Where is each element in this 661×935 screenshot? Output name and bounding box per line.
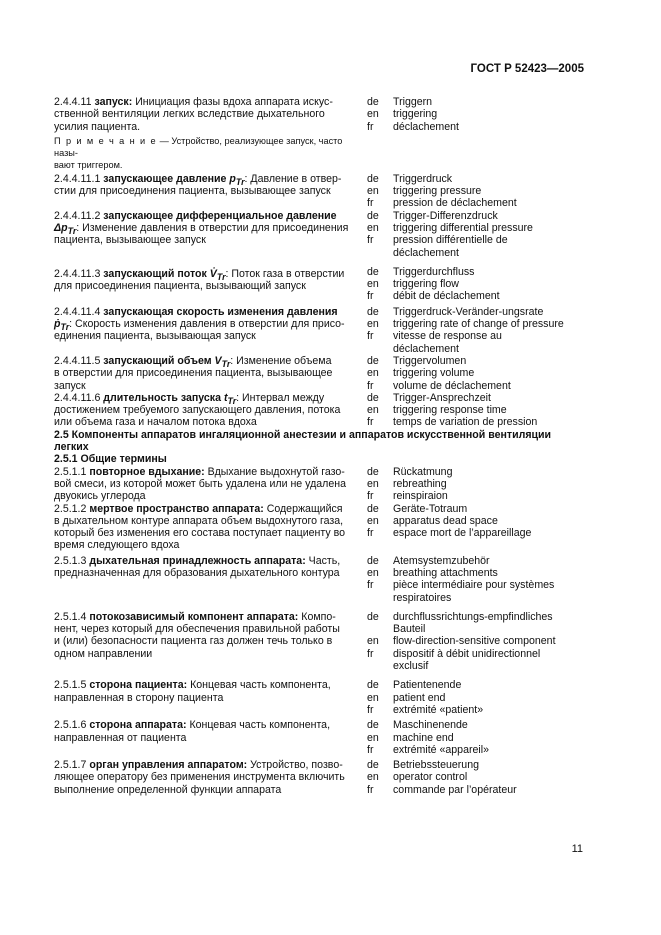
symbol: V̇ — [209, 267, 217, 280]
term-ru: запускающий объем — [103, 354, 212, 367]
lang-code: en — [367, 771, 379, 784]
lang-code: de — [367, 305, 379, 318]
term-de: Triggern — [393, 96, 433, 108]
definition: : Изменение объема — [230, 354, 332, 367]
lang-code: fr — [367, 379, 374, 392]
symbol: t — [223, 391, 228, 404]
term-entry-2-5-1-2 — [54, 503, 589, 552]
term-ru: запуск: — [94, 96, 133, 108]
term-fr: dispositif à débit unidirectionnel — [393, 647, 541, 660]
entry-number: 2.5.1.5 — [54, 679, 87, 692]
term-entry-2-4-4-11-6 — [54, 392, 589, 429]
definition-line: вой смеси, из которой может быть удалена или не удалена — [54, 477, 346, 490]
definition-line: нент, через который для обеспечения правильной работы — [54, 623, 340, 636]
section-heading: 2.5 Компоненты аппаратов ингаляционной анестезии и аппаратов искусственной вентиляции легких — [54, 428, 552, 454]
definition-line: для присоединения пациента, вызывающий запуск — [54, 280, 306, 293]
lang-code: de — [367, 96, 379, 108]
term-de: Betriebssteuerung — [393, 759, 479, 772]
definition: Концевая часть компонента, — [186, 719, 331, 732]
term-de: Triggerdurchfluss — [393, 265, 475, 278]
lang-code: en — [367, 367, 379, 380]
term-de: Trigger-Differenzdruck — [393, 209, 498, 222]
lang-code: fr — [367, 290, 374, 303]
page-number: 11 — [571, 843, 583, 855]
entry-number: 2.4.4.11.1 — [54, 172, 101, 185]
term-en: flow-direction-sensitive component — [393, 635, 556, 648]
entry-number: 2.5.1.6 — [54, 719, 87, 732]
term-fr: pièce intermédiaire pour systèmes — [393, 579, 555, 592]
term-de: durchflussrichtungs-empfindliches — [393, 610, 553, 623]
symbol-subscript: Tr — [216, 271, 226, 282]
lang-code: de — [367, 209, 379, 222]
term-en: rebreathing — [393, 477, 447, 490]
lang-code: fr — [367, 330, 374, 343]
term-fr: déclachement — [393, 120, 459, 133]
entry-number: 2.4.4.11 — [54, 96, 92, 108]
term-fr-cont: exclusif — [393, 660, 429, 673]
term-de: Maschinenende — [393, 719, 468, 732]
term-en: triggering volume — [393, 367, 475, 380]
term-fr: extrémité «patient» — [393, 703, 484, 716]
note-label: П р и м е ч а н и е — [54, 135, 158, 146]
term-de: Atemsystemzubehör — [393, 554, 490, 567]
term-fr: commande par l’opérateur — [393, 783, 517, 796]
term-entry-2-4-4-11 — [54, 96, 589, 133]
term-fr-cont: déclachement — [393, 342, 459, 355]
definition: : Поток газа в отверстии — [225, 267, 345, 280]
lang-code: en — [367, 318, 379, 331]
term-fr-cont: respiratoires — [393, 591, 452, 604]
lang-code: fr — [367, 743, 374, 756]
term-ru: сторона аппарата: — [89, 719, 187, 732]
definition: : Интервал между — [236, 391, 325, 404]
lang-code: de — [367, 610, 379, 623]
lang-code: de — [367, 465, 379, 478]
definition-line: пациента, вызывающее запуск — [54, 234, 206, 247]
lang-code: en — [367, 477, 379, 490]
definition: Компо- — [298, 610, 336, 623]
entry-number: 2.4.4.11.2 — [54, 209, 101, 222]
term-en: triggering rate of change of pressure — [393, 318, 564, 331]
term-en: triggering response time — [393, 404, 507, 417]
term-ru: запускающее дифференциальное давление — [103, 209, 337, 222]
lang-code: de — [367, 265, 379, 278]
note-text: — Устройство, реализующее запуск, часто назы- — [54, 135, 343, 159]
definition-line: и (или) безопасности пациента газ должен течь только в — [54, 635, 333, 648]
term-entry-2-4-4-11-3 — [54, 266, 589, 303]
lang-code: fr — [367, 120, 374, 133]
lang-code: de — [367, 354, 379, 367]
term-entry-2-4-4-11-5 — [54, 355, 589, 392]
term-fr: reinspiraion — [393, 490, 448, 503]
entry-number: 2.5.1.4 — [54, 610, 87, 623]
definition-line: достижением требуемого запускающего давления, потока — [54, 404, 341, 417]
definition-line: который без изменения его состава поступает пациенту во — [54, 527, 346, 540]
term-de: Trigger-Ansprechzeit — [393, 391, 491, 404]
definition-line: направленная в сторону пациента — [54, 691, 224, 704]
lang-code: fr — [367, 197, 374, 210]
symbol: Δp — [54, 221, 68, 234]
term-de: Rückatmung — [393, 465, 453, 478]
definition-line: ственной вентиляции легких вследствие дыхательного — [54, 108, 325, 121]
term-entry-2-4-4-11-4 — [54, 306, 589, 355]
term-ru: запускающий поток — [103, 267, 207, 280]
term-entry-2-4-4-11-1 — [54, 173, 589, 210]
lang-code: en — [367, 221, 379, 234]
definition-line: запуск — [54, 379, 86, 392]
lang-code: en — [367, 514, 379, 527]
entry-number: 2.4.4.11.3 — [54, 267, 101, 280]
note-text-line: вают триггером. — [54, 160, 123, 171]
term-entry-2-5-1-5 — [54, 679, 589, 716]
term-fr: débit de déclachement — [393, 290, 500, 303]
entry-number: 2.5.1.3 — [54, 554, 87, 567]
symbol-subscript: Tr — [67, 226, 77, 237]
lang-code: de — [367, 554, 379, 567]
lang-code: de — [367, 172, 379, 185]
definition-line: направленная от пациента — [54, 731, 187, 744]
term-fr: espace mort de l’appareillage — [393, 527, 532, 540]
term-ru: дыхательная принадлежность аппарата: — [89, 554, 306, 567]
symbol: V — [214, 354, 222, 367]
lang-code: fr — [367, 703, 374, 716]
symbol-subscript: Tr — [235, 176, 245, 187]
term-ru: потокозависимый компонент аппарата: — [89, 610, 299, 623]
term-entry-2-5-1-3 — [54, 555, 589, 604]
entry-number: 2.5.1.7 — [54, 759, 87, 772]
term-entry-2-5-1-4 — [54, 611, 589, 672]
definition-line: усилия пациента. — [54, 120, 141, 133]
lang-code: en — [367, 185, 379, 198]
term-ru: мертвое пространство аппарата: — [89, 502, 264, 515]
lang-code: en — [367, 566, 379, 579]
definition-line: двуокись углерода — [54, 490, 146, 503]
lang-code: en — [367, 731, 379, 744]
term-fr: vitesse de response au — [393, 330, 502, 343]
term-en: machine end — [393, 731, 454, 744]
lang-code: fr — [367, 783, 374, 796]
definition-line: или объема газа и началом потока вдоха — [54, 416, 257, 429]
entry-number: 2.4.4.11.6 — [54, 391, 101, 404]
term-fr-cont: déclachement — [393, 246, 459, 259]
lang-code: de — [367, 391, 379, 404]
term-ru: орган управления аппаратом: — [89, 759, 248, 772]
symbol-subscript: Tr — [227, 395, 237, 406]
definition-line: единения пациента, вызывающая запуск — [54, 330, 256, 343]
term-en: apparatus dead space — [393, 514, 498, 527]
subsection-heading: 2.5.1 Общие термины — [54, 453, 167, 466]
term-fr: extrémité «appareil» — [393, 743, 489, 756]
lang-code: de — [367, 759, 379, 772]
definition: Содержащийся — [263, 502, 343, 515]
lang-code: en — [367, 278, 379, 291]
term-de: Geräte-Totraum — [393, 502, 468, 515]
definition: : Давление в отвер- — [244, 172, 342, 185]
term-en: triggering pressure — [393, 185, 482, 198]
term-ru: запускающая скорость изменения давления — [103, 305, 338, 318]
definition: : Скорость изменения давления в отверстии для присо- — [69, 318, 345, 331]
term-ru: повторное вдыхание: — [89, 465, 205, 478]
term-en: patient end — [393, 691, 446, 704]
definition: Часть, — [305, 554, 341, 567]
entry-number: 2.5.1.2 — [54, 502, 87, 515]
term-ru: длительность запуска — [103, 391, 221, 404]
term-de: Triggerdruck-Veränder-ungsrate — [393, 305, 544, 318]
definition: Вдыхание выдохнутой газо- — [204, 465, 345, 478]
term-entry-2-5-1-7 — [54, 759, 589, 796]
definition: Устройство, позво- — [247, 759, 343, 772]
definition-line: стии для присоединения пациента, вызывающее запуск — [54, 185, 331, 198]
entry-number: 2.4.4.11.5 — [54, 354, 101, 367]
term-entry-2-5-1-6 — [54, 719, 589, 756]
term-ru: запускающее давление — [103, 172, 227, 185]
term-en: triggering — [393, 108, 438, 121]
term-fr: pression de déclachement — [393, 197, 517, 210]
term-en: breathing attachments — [393, 566, 498, 579]
definition-line: в отверстии для присоединения пациента, вызывающее — [54, 367, 333, 380]
entry-number: 2.4.4.11.4 — [54, 305, 101, 318]
term-ru: сторона пациента: — [89, 679, 188, 692]
lang-code: de — [367, 719, 379, 732]
lang-code: fr — [367, 416, 374, 429]
definition-line: в дыхательном контуре аппарата объем выдохнутого газа, — [54, 514, 344, 527]
content — [54, 96, 589, 796]
lang-code: fr — [367, 579, 374, 592]
definition: : Изменение давления в отверстии для присоединения — [76, 221, 349, 234]
term-fr: temps de variation de pression — [393, 416, 538, 429]
lang-code: en — [367, 691, 379, 704]
lang-code: fr — [367, 527, 374, 540]
definition-line: предназначенная для образования дыхательного контура — [54, 566, 340, 579]
document-number: ГОСТ Р 52423—2005 — [470, 63, 584, 75]
definition: Инициация фазы вдоха аппарата искус- — [132, 96, 333, 108]
definition-line: выполнение определенной функции аппарата — [54, 783, 282, 796]
term-entry-2-4-4-11-2 — [54, 210, 589, 259]
lang-code: fr — [367, 490, 374, 503]
lang-code: en — [367, 404, 379, 417]
definition-line: одном направлении — [54, 647, 153, 660]
lang-code: de — [367, 679, 379, 692]
symbol-subscript: Tr — [60, 322, 70, 333]
lang-code: fr — [367, 234, 374, 247]
entry-number: 2.5.1.1 — [54, 465, 87, 478]
symbol: ṗ — [54, 318, 61, 331]
lang-code: en — [367, 108, 379, 121]
term-de-cont: Bauteil — [393, 623, 426, 636]
lang-code: de — [367, 502, 379, 515]
symbol-subscript: Tr — [221, 359, 231, 370]
term-de: Triggervolumen — [393, 354, 467, 367]
term-fr: pression différentielle de — [393, 234, 508, 247]
term-de: Triggerdruck — [393, 172, 453, 185]
term-en: operator control — [393, 771, 468, 784]
definition-line: время следующего вдоха — [54, 539, 180, 552]
note — [54, 135, 367, 172]
definition: Концевая часть компонента, — [187, 679, 331, 692]
term-de: Patientenende — [393, 679, 462, 692]
term-en: triggering differential pressure — [393, 221, 533, 234]
lang-code: en — [367, 635, 379, 648]
lang-code: fr — [367, 647, 374, 660]
term-entry-2-5-1-1 — [54, 466, 589, 503]
term-en: triggering flow — [393, 278, 459, 291]
term-fr: volume de déclachement — [393, 379, 511, 392]
symbol: p — [229, 172, 236, 185]
definition-line: ляющее оператору без применения инструмента включить — [54, 771, 345, 784]
